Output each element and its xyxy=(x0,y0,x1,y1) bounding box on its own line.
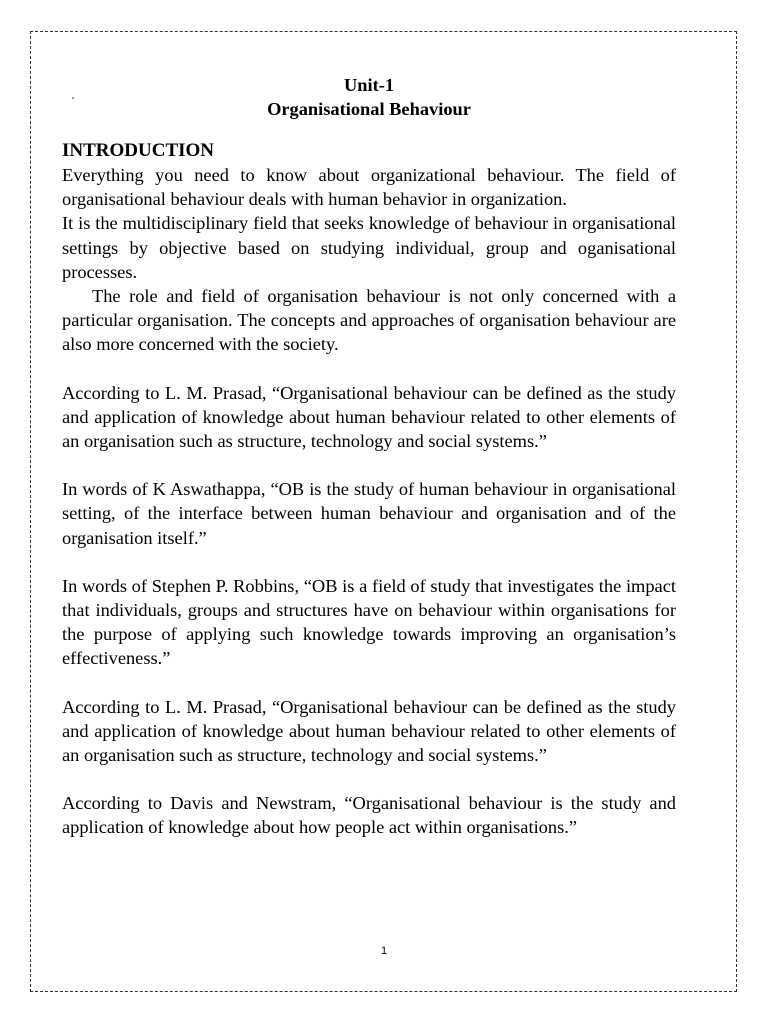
paragraph-quote-davis: According to Davis and Newstram, “Organisational behaviour is the study and application of knowledge about how people act within organisations.” xyxy=(62,793,676,838)
page-number: 1 xyxy=(380,945,388,957)
paragraph-role: The role and field of organisation behaviour is not only concerned with a particular organisation. The concepts and approaches of organisation behaviour are also more concerned with the society. xyxy=(62,286,676,355)
paragraph-quote-prasad-repeat: According to L. M. Prasad, “Organisational behaviour can be defined as the study and application of knowledge about human behaviour related to other elements of an organisation such as structure, technology and social systems.” xyxy=(62,696,676,766)
paragraph-quote-robbins: In words of Stephen P. Robbins, “OB is a field of study that investigates the impact that individuals, groups and structures have on behaviour within organisations for the purpose of applying such knowledge towards improving an organisation’s effectiveness.” xyxy=(62,575,676,669)
document-body xyxy=(62,73,676,840)
unit-label: Unit-1 xyxy=(343,75,395,95)
paragraph-quote-aswathappa: In words of K Aswathappa, “OB is the study of human behaviour in organisational setting, of the interface between human behaviour and organisation and of the organisation itself.” xyxy=(62,479,676,548)
document-title: Organisational Behaviour xyxy=(267,99,471,119)
paragraph-quote-prasad: According to L. M. Prasad, “Organisational behaviour can be defined as the study and application of knowledge about human behaviour related to other elements of an organisation such as structure, technology and social systems.” xyxy=(62,382,676,452)
paragraph-definition: It is the multidisciplinary field that seeks knowledge of behaviour in organisational settings by objective based on studying individual, group and oganisational processes. xyxy=(62,213,676,282)
paragraph-intro: Everything you need to know about organizational behaviour. The field of organisational behaviour deals with human behavior in organization. xyxy=(62,165,676,210)
section-heading: INTRODUCTION xyxy=(62,140,215,161)
